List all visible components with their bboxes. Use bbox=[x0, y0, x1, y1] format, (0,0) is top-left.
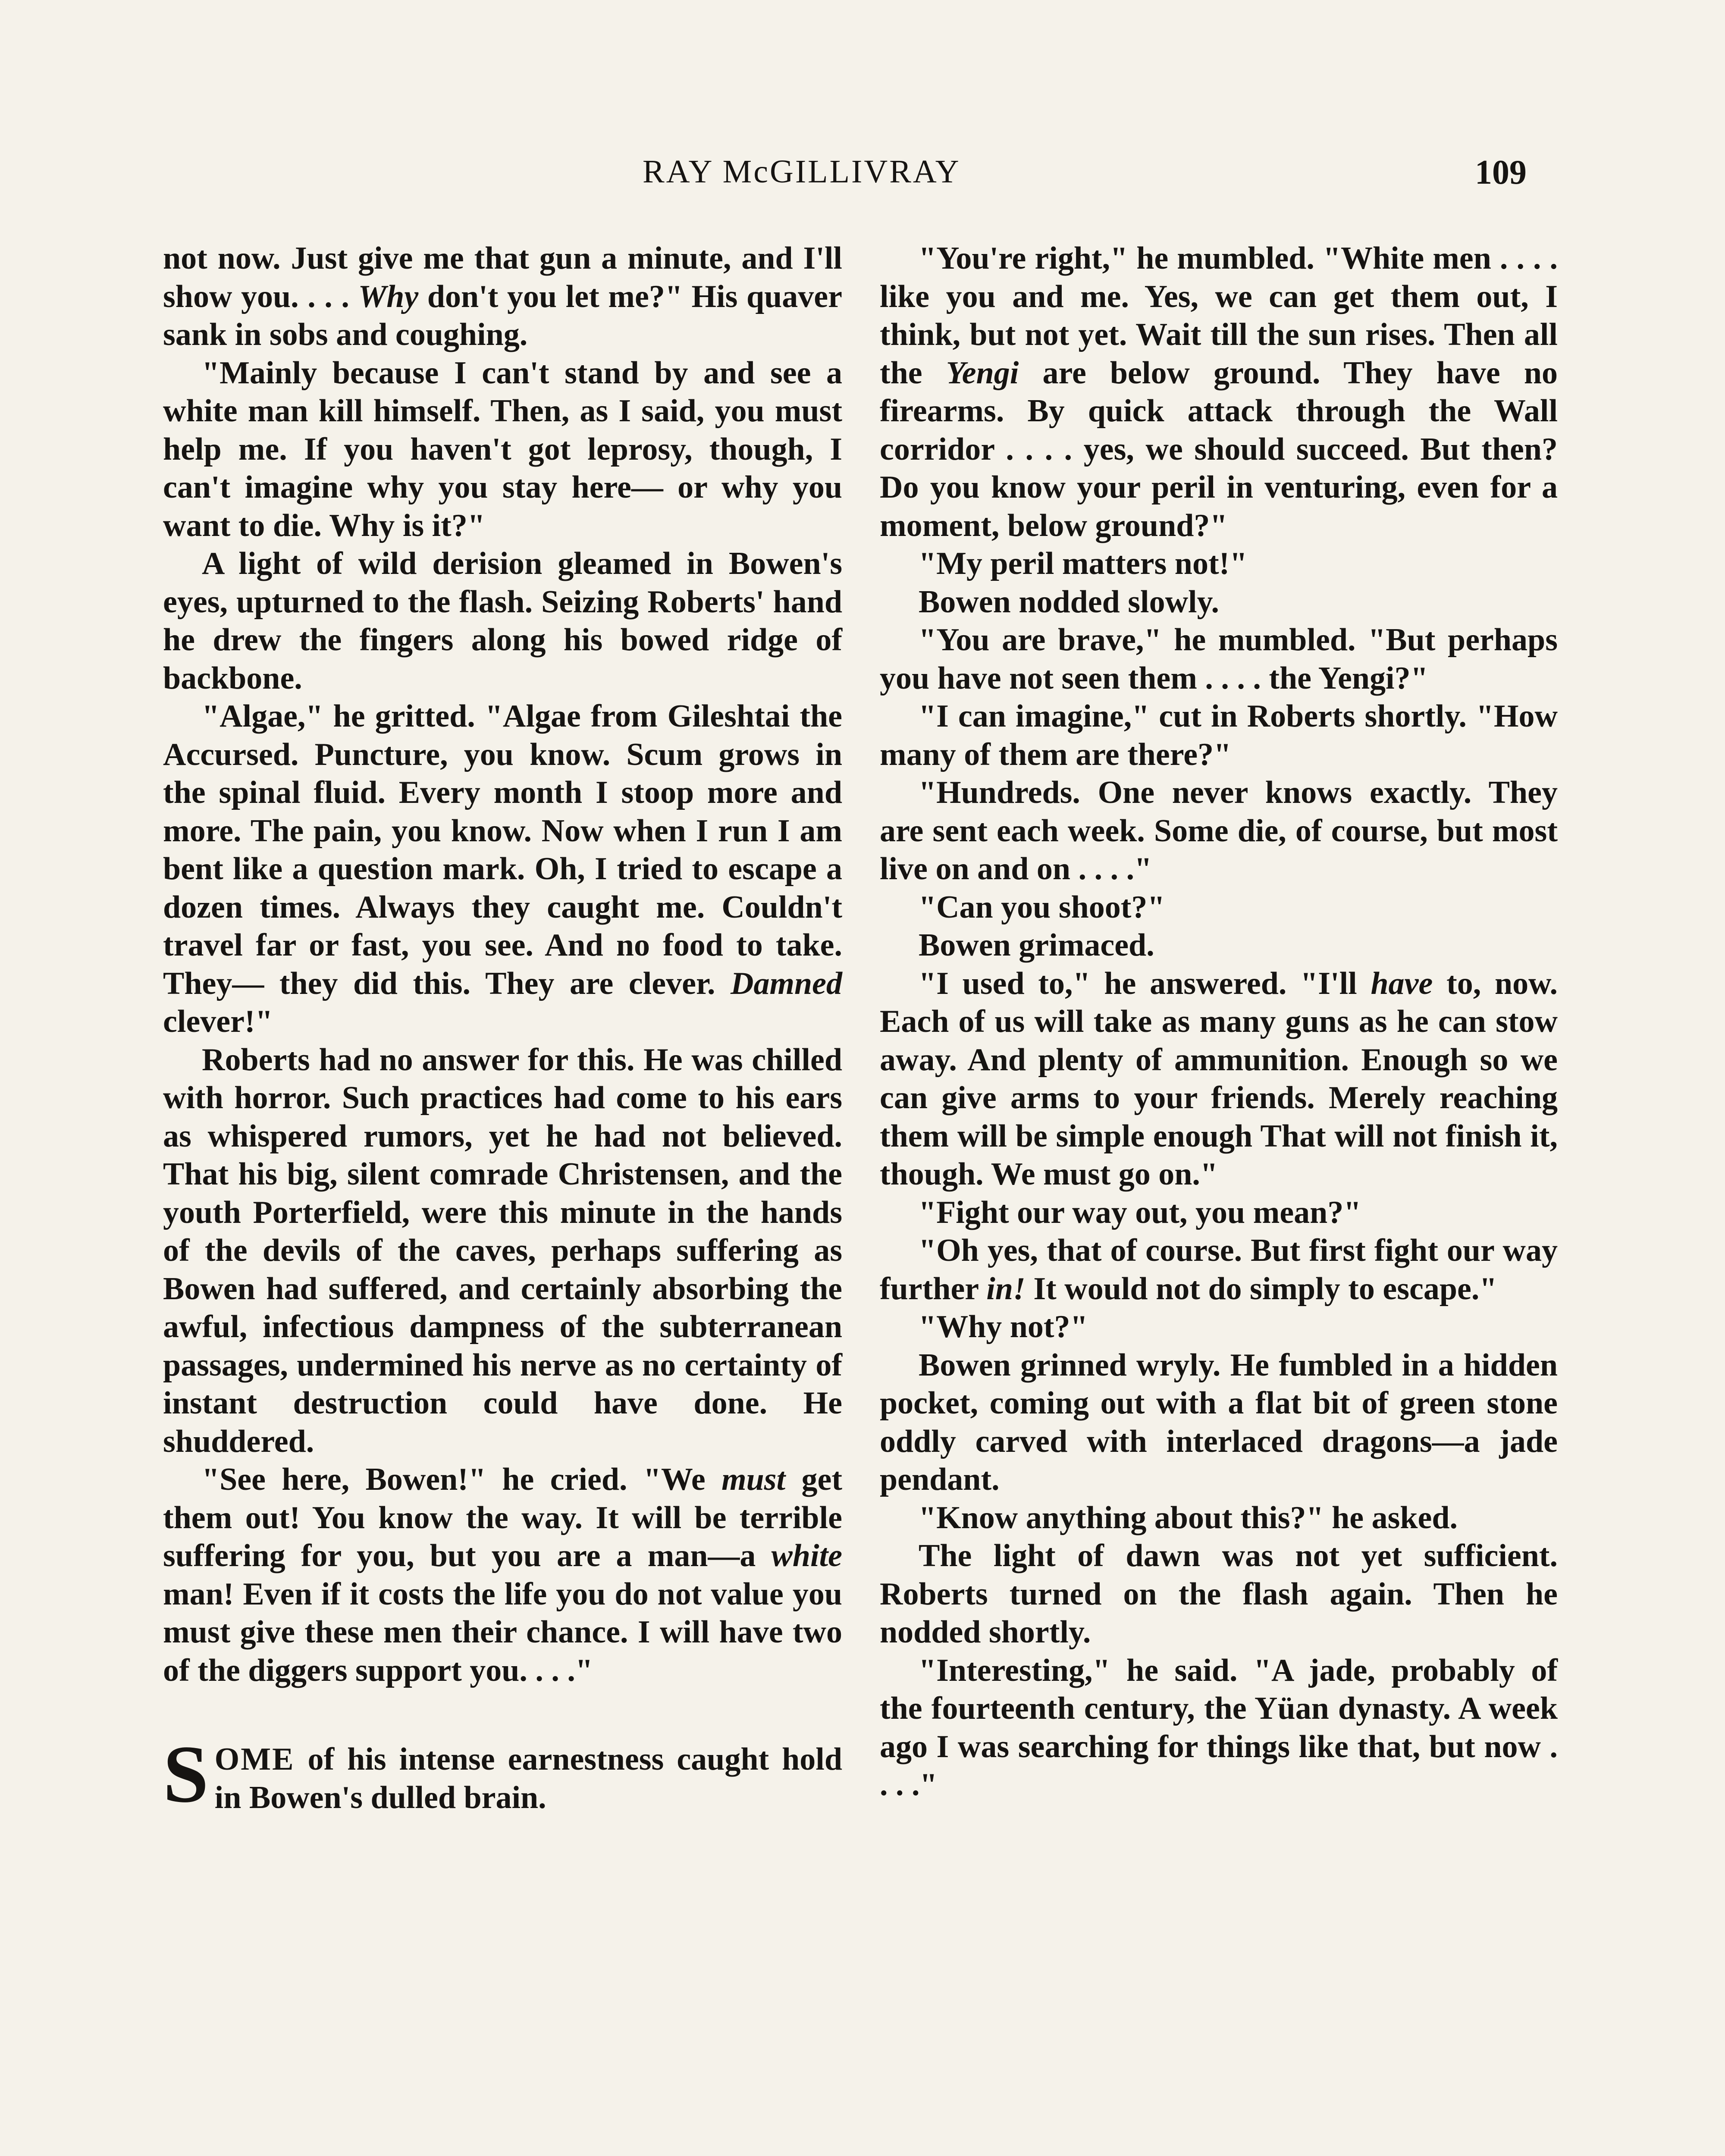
text-run: "Oh yes, that of course. But first fight our way further bbox=[880, 1233, 1558, 1307]
section-opening-paragraph bbox=[163, 1729, 842, 1820]
drop-cap: S bbox=[163, 1729, 209, 1820]
paragraph: "Interesting," he said. "A jade, probably of the fourteenth century, the Yüan dynasty. A week ago I was searching for things like that, but now . . . ." bbox=[880, 1652, 1558, 1802]
italic-run: white bbox=[771, 1538, 842, 1573]
text-run: "See here, Bowen!" he cried. "We bbox=[202, 1462, 722, 1497]
paragraph: "Fight our way out, you mean?" bbox=[919, 1194, 1361, 1230]
paragraph: "Mainly because I can't stand by and see a white man kill himself. Then, as I said, you must help me. If you haven't got leprosy, though, I can't imagine why you stay here— or why you want to die. Why is it?" bbox=[163, 355, 842, 543]
paragraph: Bowen grinned wryly. He fumbled in a hidden pocket, coming out with a flat bit of green stone oddly carved with interlaced dragons—a jade pendant. bbox=[880, 1347, 1558, 1497]
text-run: not now. Just give me that gun a minute, and I'll show you. . . . bbox=[163, 241, 842, 314]
text-run: clever!" bbox=[163, 1004, 273, 1039]
text-run: of his intense earnestness caught hold in Bowen's dulled brain. bbox=[214, 1742, 842, 1815]
paragraph bbox=[880, 239, 1558, 545]
paragraph: "My peril matters not!" bbox=[919, 546, 1248, 581]
paragraph bbox=[880, 1232, 1558, 1308]
italic-run: have bbox=[1371, 965, 1433, 1001]
paragraph: The light of dawn was not yet sufficient. Roberts turned on the flash again. Then he nodded shortly. bbox=[880, 1538, 1558, 1650]
text-run: "Algae," he gritted. "Algae from Gileshtai the Accursed. Puncture, you know. Scum grows in the spinal fluid. Every month I stoop more and more. The pain, you know. Now when I run I am bent like a question mark. Oh, I tried to escape a dozen times. Always they caught me. Couldn't travel far or fast, you see. And no food to take. They— they did this. They are clever. bbox=[163, 699, 842, 1001]
paragraph: "Can you shoot?" bbox=[919, 889, 1165, 925]
left-column bbox=[163, 239, 842, 1820]
page-header bbox=[0, 153, 1725, 201]
italic-run: must bbox=[721, 1462, 786, 1497]
paragraph: Bowen nodded slowly. bbox=[919, 584, 1220, 620]
page-number: 109 bbox=[1475, 154, 1527, 191]
paragraph bbox=[163, 239, 842, 354]
text-run: are below ground. They have no firearms. By quick attack through the Wall corridor . . . . yes, we should succeed. But then? Do you know your peril in venturing, even for a moment, below ground?" bbox=[880, 355, 1558, 543]
paragraph: "Why not?" bbox=[919, 1309, 1088, 1344]
text-run: "You're right," he mumbled. "White men . . . . like you and me. Yes, we can get them out, I think, but not yet. Wait till the sun rises. Then all the bbox=[880, 241, 1558, 391]
text-run: man! Even if it costs the life you do not value you must give these men their chance. I will have two of the diggers support you. . . ." bbox=[163, 1576, 842, 1688]
paragraph bbox=[163, 697, 842, 1041]
text-run: to, now. Each of us will take as many guns as he can stow away. And plenty of ammunition. Enough so we can give arms to your friends. Merely reaching them will be simple enough That will not finish it, though. We must go on." bbox=[880, 965, 1558, 1192]
paragraph: "I can imagine," cut in Roberts shortly. "How many of them are there?" bbox=[880, 699, 1558, 772]
italic-run: Yengi bbox=[946, 355, 1019, 391]
paragraph: Bowen grimaced. bbox=[919, 928, 1154, 963]
italic-run: Damned bbox=[731, 965, 842, 1001]
paragraph bbox=[163, 1460, 842, 1689]
text-run: get them out! You know the way. It will be terrible suffering for you, but you are a man—a bbox=[163, 1462, 842, 1573]
text-run: "I used to," he answered. "I'll bbox=[919, 965, 1371, 1001]
paragraph: A light of wild derision gleamed in Bowen's eyes, upturned to the flash. Seizing Roberts' hand he drew the fingers along his bowed ridge of backbone. bbox=[163, 546, 842, 696]
italic-run: in! bbox=[986, 1271, 1026, 1307]
paragraph: "You are brave," he mumbled. "But perhaps you have not seen them . . . . the Yengi?" bbox=[880, 622, 1558, 696]
italic-run: Why bbox=[358, 279, 419, 314]
small-caps-run: OME bbox=[214, 1742, 295, 1777]
running-title: RAY McGILLIVRAY bbox=[643, 154, 961, 190]
right-column bbox=[880, 239, 1558, 1804]
paragraph: "Know anything about this?" he asked. bbox=[919, 1500, 1458, 1536]
paragraph: "Hundreds. One never knows exactly. They are sent each week. Some die, of course, but most live on and on . . . ." bbox=[880, 775, 1558, 887]
paragraph bbox=[880, 965, 1558, 1194]
text-run: It would not do simply to escape." bbox=[1025, 1271, 1497, 1307]
paragraph: Roberts had no answer for this. He was chilled with horror. Such practices had come to his ears as whispered rumors, yet he had not believed. That his big, silent comrade Christensen, and the youth Porterfield, were this minute in the hands of the devils of the caves, perhaps suffering as Bowen had suffered, and certainly absorbing the awful, infectious dampness of the subterranean passages, undermined his nerve as no certainty of instant destruction could have done. He shuddered. bbox=[163, 1042, 842, 1459]
text-run: don't you let me?" His quaver sank in sobs and coughing. bbox=[163, 279, 842, 352]
